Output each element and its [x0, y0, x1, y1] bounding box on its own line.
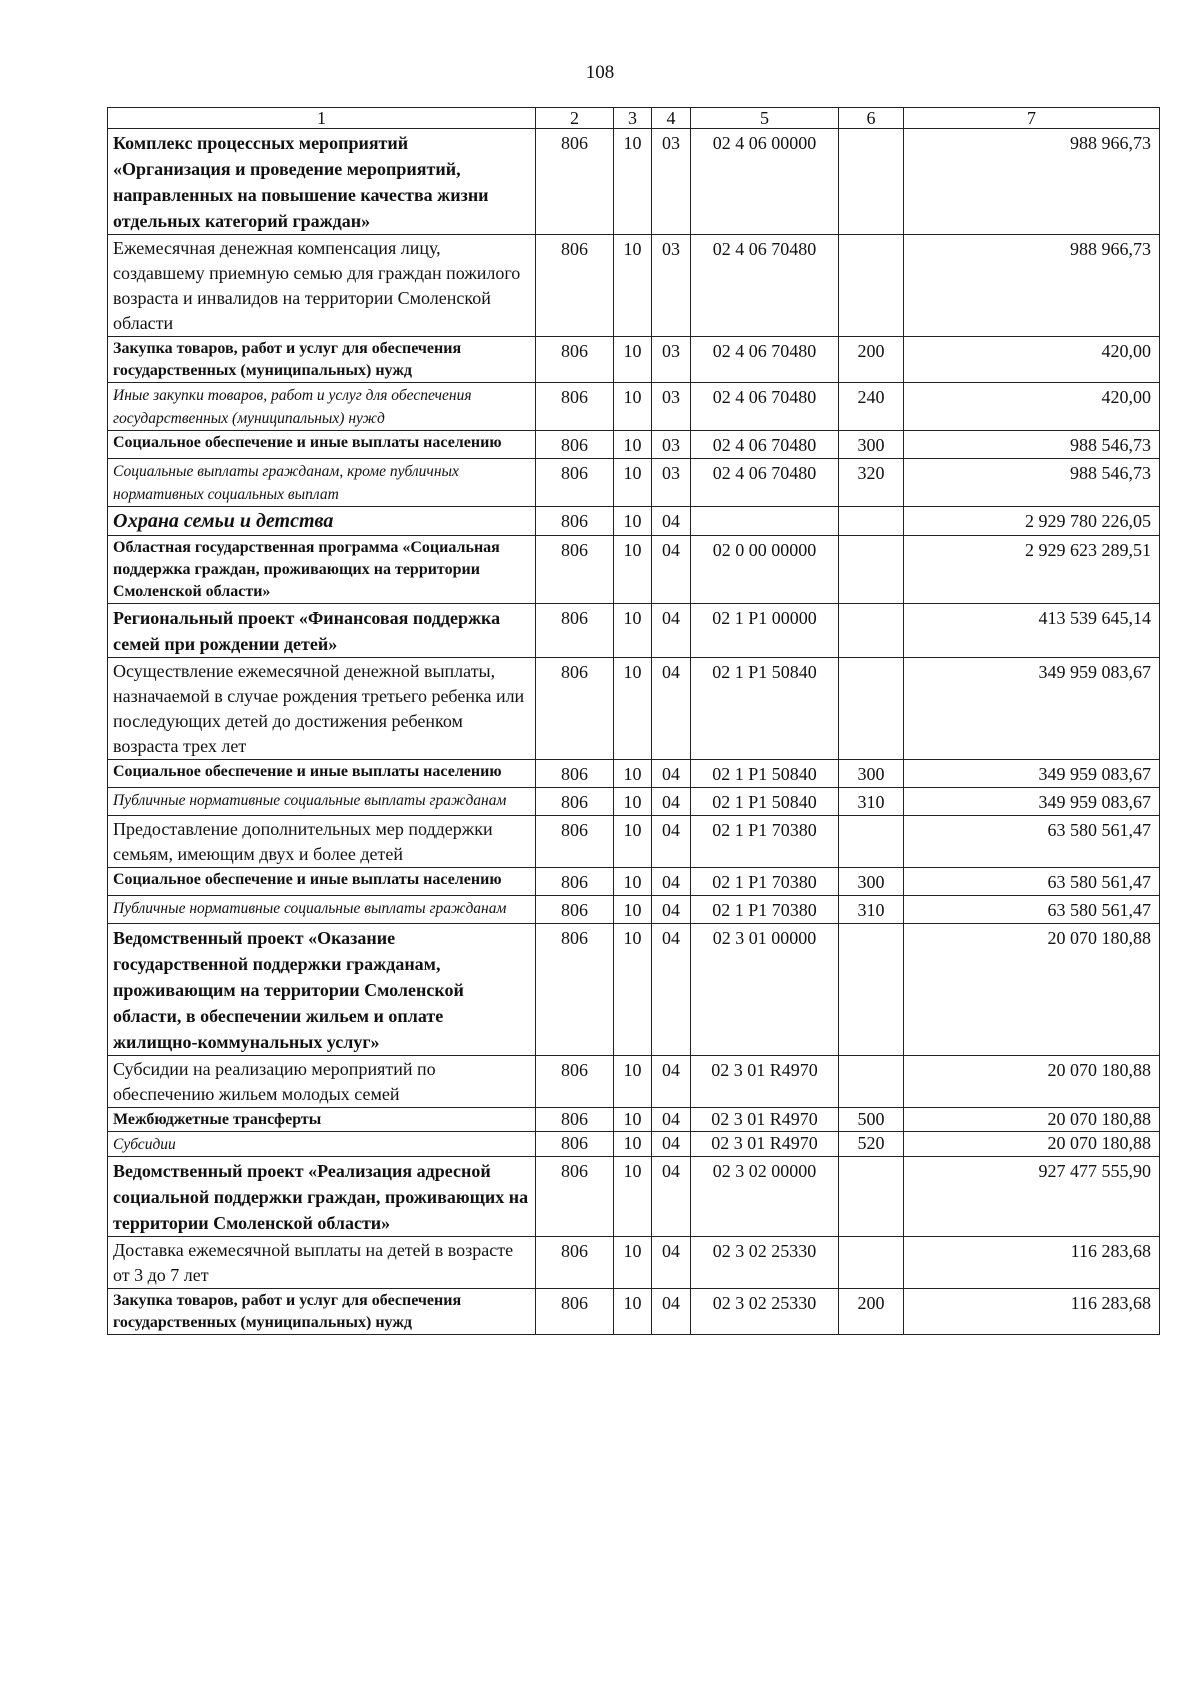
target-article-cell: 02 4 06 70480: [691, 431, 839, 459]
subsection-code-cell: 03: [652, 337, 691, 383]
table-row: [108, 383, 1160, 431]
amount-cell: 63 580 561,47: [904, 816, 1160, 868]
row-name-cell: Ежемесячная денежная компенсация лицу, создавшему приемную семью для граждан пожилого возраста и инвалидов на территории Смоленской области: [108, 235, 536, 337]
table-row: [108, 924, 1160, 1056]
target-article-cell: 02 0 00 00000: [691, 536, 839, 604]
ministry-code-cell: 806: [536, 383, 614, 431]
amount-cell: 927 477 555,90: [904, 1157, 1160, 1237]
row-name-cell: Социальные выплаты гражданам, кроме публичных нормативных социальных выплат: [108, 459, 536, 507]
ministry-code-cell: 806: [536, 431, 614, 459]
section-code-cell: 10: [614, 896, 652, 924]
section-code-cell: 10: [614, 788, 652, 816]
expense-type-cell: 310: [839, 788, 904, 816]
section-code-cell: 10: [614, 924, 652, 1056]
table-row: [108, 1132, 1160, 1157]
row-name-cell: Ведомственный проект «Оказание государственной поддержки гражданам, проживающим на территории Смоленской области, в обеспечении жильем и оплате жилищно-коммунальных услуг»: [108, 924, 536, 1056]
ministry-code-cell: 806: [536, 129, 614, 235]
amount-cell: 63 580 561,47: [904, 896, 1160, 924]
row-name-cell: Субсидии на реализацию мероприятий по обеспечению жильем молодых семей: [108, 1056, 536, 1108]
header-cell: 5: [691, 108, 839, 129]
amount-cell: 988 546,73: [904, 459, 1160, 507]
section-code-cell: 10: [614, 1237, 652, 1289]
subsection-code-cell: 03: [652, 129, 691, 235]
subsection-code-cell: 03: [652, 235, 691, 337]
section-code-cell: 10: [614, 431, 652, 459]
row-name-cell: Охрана семьи и детства: [108, 507, 536, 536]
expense-type-cell: [839, 604, 904, 658]
ministry-code-cell: 806: [536, 337, 614, 383]
expense-type-cell: [839, 1056, 904, 1108]
subsection-code-cell: 03: [652, 431, 691, 459]
target-article-cell: 02 1 Р1 70380: [691, 868, 839, 896]
subsection-code-cell: 04: [652, 760, 691, 788]
section-code-cell: 10: [614, 507, 652, 536]
table-row: [108, 604, 1160, 658]
amount-cell: 988 546,73: [904, 431, 1160, 459]
target-article-cell: 02 4 06 70480: [691, 459, 839, 507]
amount-cell: 988 966,73: [904, 235, 1160, 337]
expense-type-cell: 310: [839, 896, 904, 924]
ministry-code-cell: 806: [536, 235, 614, 337]
row-name-cell: Публичные нормативные социальные выплаты гражданам: [108, 788, 536, 816]
target-article-cell: 02 3 01 00000: [691, 924, 839, 1056]
section-code-cell: 10: [614, 536, 652, 604]
table-row: [108, 507, 1160, 536]
amount-cell: 2 929 623 289,51: [904, 536, 1160, 604]
ministry-code-cell: 806: [536, 507, 614, 536]
expense-type-cell: [839, 658, 904, 760]
target-article-cell: 02 1 Р1 70380: [691, 816, 839, 868]
table-row: [108, 235, 1160, 337]
table-row: [108, 868, 1160, 896]
ministry-code-cell: 806: [536, 1108, 614, 1132]
ministry-code-cell: 806: [536, 536, 614, 604]
expense-type-cell: 300: [839, 760, 904, 788]
target-article-cell: 02 3 02 25330: [691, 1237, 839, 1289]
expense-type-cell: [839, 129, 904, 235]
subsection-code-cell: 04: [652, 604, 691, 658]
expense-type-cell: 200: [839, 337, 904, 383]
ministry-code-cell: 806: [536, 788, 614, 816]
subsection-code-cell: 04: [652, 868, 691, 896]
target-article-cell: 02 4 06 00000: [691, 129, 839, 235]
section-code-cell: 10: [614, 1056, 652, 1108]
row-name-cell: Межбюджетные трансферты: [108, 1108, 536, 1132]
subsection-code-cell: 04: [652, 658, 691, 760]
expense-type-cell: [839, 1157, 904, 1237]
row-name-cell: Публичные нормативные социальные выплаты гражданам: [108, 896, 536, 924]
section-code-cell: 10: [614, 129, 652, 235]
expense-type-cell: [839, 235, 904, 337]
ministry-code-cell: 806: [536, 760, 614, 788]
table-row: [108, 337, 1160, 383]
ministry-code-cell: 806: [536, 1289, 614, 1335]
page-number: 108: [585, 62, 615, 83]
subsection-code-cell: 04: [652, 536, 691, 604]
target-article-cell: 02 3 01 R4970: [691, 1056, 839, 1108]
amount-cell: 63 580 561,47: [904, 868, 1160, 896]
ministry-code-cell: 806: [536, 1237, 614, 1289]
amount-cell: 20 070 180,88: [904, 1108, 1160, 1132]
row-name-cell: Предоставление дополнительных мер поддержки семьям, имеющим двух и более детей: [108, 816, 536, 868]
header-cell: 3: [614, 108, 652, 129]
ministry-code-cell: 806: [536, 896, 614, 924]
expense-type-cell: [839, 507, 904, 536]
row-name-cell: Комплекс процессных мероприятий «Организация и проведение мероприятий, направленных на повышение качества жизни отдельных категорий граждан»: [108, 129, 536, 235]
expense-type-cell: [839, 536, 904, 604]
header-cell: 6: [839, 108, 904, 129]
amount-cell: 349 959 083,67: [904, 658, 1160, 760]
amount-cell: 413 539 645,14: [904, 604, 1160, 658]
section-code-cell: 10: [614, 1108, 652, 1132]
table-row: [108, 1108, 1160, 1132]
expense-type-cell: 300: [839, 868, 904, 896]
amount-cell: 20 070 180,88: [904, 1056, 1160, 1108]
target-article-cell: 02 3 02 00000: [691, 1157, 839, 1237]
header-cell: 4: [652, 108, 691, 129]
target-article-cell: 02 3 01 R4970: [691, 1132, 839, 1157]
table-row: [108, 459, 1160, 507]
section-code-cell: 10: [614, 816, 652, 868]
subsection-code-cell: 04: [652, 1157, 691, 1237]
header-cell: 7: [904, 108, 1160, 129]
table-row: [108, 1157, 1160, 1237]
target-article-cell: 02 1 Р1 70380: [691, 896, 839, 924]
section-code-cell: 10: [614, 1289, 652, 1335]
row-name-cell: Доставка ежемесячной выплаты на детей в возрасте от 3 до 7 лет: [108, 1237, 536, 1289]
subsection-code-cell: 04: [652, 924, 691, 1056]
amount-cell: 116 283,68: [904, 1289, 1160, 1335]
amount-cell: 2 929 780 226,05: [904, 507, 1160, 536]
ministry-code-cell: 806: [536, 1132, 614, 1157]
amount-cell: 988 966,73: [904, 129, 1160, 235]
row-name-cell: Ведомственный проект «Реализация адресной социальной поддержки граждан, проживающих на территории Смоленской области»: [108, 1157, 536, 1237]
amount-cell: 20 070 180,88: [904, 924, 1160, 1056]
section-code-cell: 10: [614, 868, 652, 896]
section-code-cell: 10: [614, 383, 652, 431]
row-name-cell: Субсидии: [108, 1132, 536, 1157]
target-article-cell: 02 3 02 25330: [691, 1289, 839, 1335]
expense-type-cell: 200: [839, 1289, 904, 1335]
expense-type-cell: [839, 1237, 904, 1289]
ministry-code-cell: 806: [536, 868, 614, 896]
subsection-code-cell: 03: [652, 459, 691, 507]
expense-type-cell: 300: [839, 431, 904, 459]
row-name-cell: Социальное обеспечение и иные выплаты населению: [108, 431, 536, 459]
section-code-cell: 10: [614, 604, 652, 658]
header-cell: 2: [536, 108, 614, 129]
subsection-code-cell: 04: [652, 896, 691, 924]
section-code-cell: 10: [614, 337, 652, 383]
ministry-code-cell: 806: [536, 658, 614, 760]
header-cell: 1: [108, 108, 536, 129]
ministry-code-cell: 806: [536, 459, 614, 507]
subsection-code-cell: 04: [652, 788, 691, 816]
budget-table: [107, 107, 1160, 1335]
expense-type-cell: 240: [839, 383, 904, 431]
row-name-cell: Иные закупки товаров, работ и услуг для обеспечения государственных (муниципальных) нужд: [108, 383, 536, 431]
header-row: [108, 108, 1160, 129]
ministry-code-cell: 806: [536, 604, 614, 658]
ministry-code-cell: 806: [536, 1157, 614, 1237]
target-article-cell: 02 4 06 70480: [691, 383, 839, 431]
row-name-cell: Закупка товаров, работ и услуг для обеспечения государственных (муниципальных) нужд: [108, 1289, 536, 1335]
subsection-code-cell: 04: [652, 1289, 691, 1335]
subsection-code-cell: 04: [652, 507, 691, 536]
target-article-cell: 02 3 01 R4970: [691, 1108, 839, 1132]
subsection-code-cell: 04: [652, 1108, 691, 1132]
expense-type-cell: 500: [839, 1108, 904, 1132]
amount-cell: 420,00: [904, 383, 1160, 431]
section-code-cell: 10: [614, 235, 652, 337]
subsection-code-cell: 03: [652, 383, 691, 431]
ministry-code-cell: 806: [536, 816, 614, 868]
section-code-cell: 10: [614, 1157, 652, 1237]
ministry-code-cell: 806: [536, 1056, 614, 1108]
expense-type-cell: 520: [839, 1132, 904, 1157]
section-code-cell: 10: [614, 459, 652, 507]
section-code-cell: 10: [614, 1132, 652, 1157]
amount-cell: 116 283,68: [904, 1237, 1160, 1289]
row-name-cell: Социальное обеспечение и иные выплаты населению: [108, 868, 536, 896]
row-name-cell: Региональный проект «Финансовая поддержка семей при рождении детей»: [108, 604, 536, 658]
ministry-code-cell: 806: [536, 924, 614, 1056]
expense-type-cell: [839, 816, 904, 868]
amount-cell: 349 959 083,67: [904, 760, 1160, 788]
amount-cell: 349 959 083,67: [904, 788, 1160, 816]
table-row: [108, 1289, 1160, 1335]
table-row: [108, 788, 1160, 816]
row-name-cell: Областная государственная программа «Социальная поддержка граждан, проживающих на территории Смоленской области»: [108, 536, 536, 604]
target-article-cell: 02 1 Р1 00000: [691, 604, 839, 658]
table-row: [108, 431, 1160, 459]
table-row: [108, 816, 1160, 868]
row-name-cell: Социальное обеспечение и иные выплаты населению: [108, 760, 536, 788]
subsection-code-cell: 04: [652, 1056, 691, 1108]
table-row: [108, 129, 1160, 235]
target-article-cell: 02 1 Р1 50840: [691, 788, 839, 816]
subsection-code-cell: 04: [652, 816, 691, 868]
target-article-cell: 02 4 06 70480: [691, 235, 839, 337]
table-row: [108, 1237, 1160, 1289]
table-row: [108, 760, 1160, 788]
section-code-cell: 10: [614, 658, 652, 760]
target-article-cell: 02 1 Р1 50840: [691, 760, 839, 788]
subsection-code-cell: 04: [652, 1132, 691, 1157]
row-name-cell: Закупка товаров, работ и услуг для обеспечения государственных (муниципальных) нужд: [108, 337, 536, 383]
target-article-cell: 02 1 Р1 50840: [691, 658, 839, 760]
table-row: [108, 536, 1160, 604]
row-name-cell: Осуществление ежемесячной денежной выплаты, назначаемой в случае рождения третьего ребенка или последующих детей до достижения ребенком возраста трех лет: [108, 658, 536, 760]
table-row: [108, 1056, 1160, 1108]
section-code-cell: 10: [614, 760, 652, 788]
subsection-code-cell: 04: [652, 1237, 691, 1289]
amount-cell: 20 070 180,88: [904, 1132, 1160, 1157]
expense-type-cell: 320: [839, 459, 904, 507]
amount-cell: 420,00: [904, 337, 1160, 383]
expense-type-cell: [839, 924, 904, 1056]
target-article-cell: 02 4 06 70480: [691, 337, 839, 383]
table-row: [108, 896, 1160, 924]
table-row: [108, 658, 1160, 760]
target-article-cell: [691, 507, 839, 536]
